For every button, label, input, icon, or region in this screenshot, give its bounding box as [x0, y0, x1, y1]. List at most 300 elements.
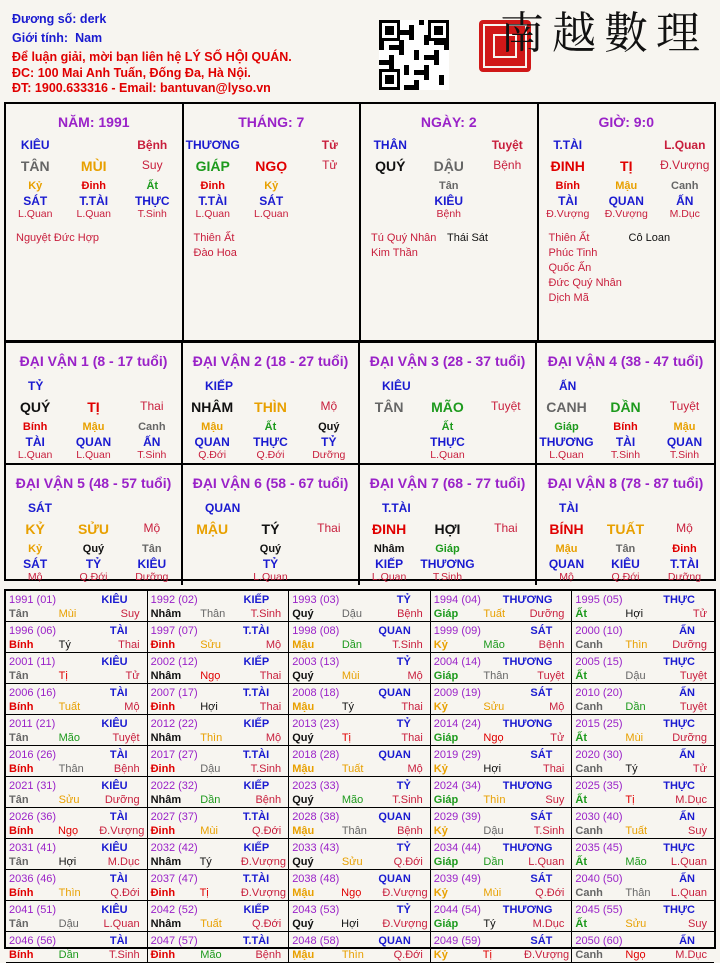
hidden-god: [478, 194, 536, 208]
year-stem: Kỷ: [433, 639, 448, 651]
year-branch: Dậu: [200, 763, 221, 775]
star-item: Quốc Ấn: [548, 262, 592, 274]
year-state: Mộ: [265, 732, 282, 744]
year-god: KIẾP: [243, 718, 270, 730]
dai-van-state: Tuyệt: [491, 399, 521, 413]
year-god: QUAN: [378, 873, 411, 885]
dai-van-cell[interactable]: [6, 465, 183, 585]
year-state: Mộ: [407, 763, 423, 775]
year-state: L.Quan: [528, 856, 565, 868]
year-cell[interactable]: [6, 808, 148, 839]
hidden-stem: Giáp: [554, 421, 579, 433]
year-label: 1995 (05): [575, 594, 623, 606]
year-state: L.Quan: [670, 856, 707, 868]
year-god: THỰC: [663, 904, 695, 916]
year-cell[interactable]: [6, 932, 148, 963]
year-cell[interactable]: [572, 777, 714, 808]
year-god: KIẾP: [243, 656, 270, 668]
year-cell[interactable]: [431, 777, 573, 808]
year-stem: Giáp: [433, 670, 459, 682]
hidden-god: KIÊU: [137, 557, 167, 571]
year-cell[interactable]: [6, 839, 148, 870]
hidden-state: Mộ: [559, 571, 574, 583]
hidden-state: [478, 208, 536, 222]
year-cell[interactable]: [572, 839, 714, 870]
year-cell[interactable]: [148, 591, 290, 622]
year-cell[interactable]: [289, 746, 431, 777]
dai-van-cell[interactable]: [6, 343, 183, 465]
hidden-god: THỰC: [134, 194, 170, 208]
year-cell[interactable]: [289, 901, 431, 932]
hidden-state: L.Quan: [195, 208, 230, 220]
year-state: Thai: [542, 763, 565, 775]
year-god: SÁT: [530, 873, 553, 885]
branch: NGỌ: [255, 158, 288, 174]
year-cell[interactable]: [572, 870, 714, 901]
hidden-god: TÀI: [558, 194, 578, 208]
year-stem: Quý: [292, 608, 314, 620]
year-cell[interactable]: [431, 839, 573, 870]
year-state: Tử: [692, 608, 707, 620]
year-state: Đ.Vượng: [240, 887, 286, 899]
year-cell[interactable]: [431, 684, 573, 715]
year-god: THƯƠNG: [502, 780, 553, 792]
dai-van-branch: THÌN: [254, 399, 287, 415]
year-cell[interactable]: [6, 591, 148, 622]
year-state: Đ.Vượng: [240, 856, 286, 868]
blank: [420, 138, 478, 158]
year-label: 2004 (14): [433, 656, 481, 668]
year-state: Thai: [259, 701, 282, 713]
year-label: 2040 (50): [575, 873, 623, 885]
year-cell[interactable]: [148, 932, 290, 963]
dai-van-cell[interactable]: [360, 465, 537, 585]
year-state: T.Sinh: [109, 949, 140, 961]
year-label: 1991 (01): [9, 594, 57, 606]
year-god: SÁT: [530, 625, 553, 637]
year-god: ẤN: [679, 625, 695, 637]
dai-van-god: QUAN: [205, 501, 241, 515]
year-god: TỶ: [396, 780, 411, 792]
year-label: 2006 (16): [9, 687, 57, 699]
year-cell[interactable]: [148, 715, 290, 746]
year-label: 2012 (22): [150, 718, 198, 730]
hidden-god: TÀI: [615, 435, 636, 449]
year-label: 2010 (20): [575, 687, 623, 699]
star-list: [361, 232, 537, 259]
year-god: TỶ: [396, 656, 411, 668]
year-god: T.TÀI: [242, 749, 270, 761]
year-state: Tuyệt: [679, 670, 707, 682]
dai-van-title: ĐẠI VẬN 4 (38 - 47 tuổi): [547, 353, 704, 369]
heaven-god: THÂN: [373, 138, 407, 152]
hidden-stem: Mậu: [82, 421, 105, 433]
state: Suy: [141, 158, 163, 172]
year-cell[interactable]: [289, 715, 431, 746]
dai-van-stem: NHÂM: [191, 399, 234, 415]
year-branch: Mão: [625, 856, 647, 868]
year-cell[interactable]: [572, 901, 714, 932]
year-cell[interactable]: [431, 591, 573, 622]
year-branch: Dần: [625, 701, 646, 713]
hidden-state: [360, 449, 418, 463]
year-god: SÁT: [530, 687, 553, 699]
year-state: Tuyệt: [537, 670, 565, 682]
year-cell[interactable]: [148, 777, 290, 808]
pillar-title: GIỜ: 9:0: [598, 114, 654, 130]
year-stem: Kỷ: [433, 763, 448, 775]
year-branch: Hợi: [200, 701, 218, 713]
hidden-stem: Ất: [441, 421, 454, 433]
year-state: T.Sinh: [250, 763, 282, 775]
hidden-god: [183, 557, 241, 571]
hidden-god: QUAN: [194, 435, 230, 449]
hidden-state: Đ.Vượng: [546, 208, 590, 220]
year-god: SÁT: [530, 749, 553, 761]
year-state: Thai: [401, 701, 423, 713]
star-item: Dịch Mã: [548, 292, 589, 304]
year-cell[interactable]: [572, 622, 714, 653]
year-cell[interactable]: [6, 684, 148, 715]
year-stem: Mậu: [292, 639, 315, 651]
year-label: 2005 (15): [575, 656, 623, 668]
year-label: 1996 (06): [9, 625, 57, 637]
year-label: 2027 (37): [150, 811, 198, 823]
year-state: Đ.Vượng: [382, 887, 428, 899]
pillar-column: [539, 104, 715, 340]
year-label: 2044 (54): [433, 904, 481, 916]
hidden-state: L.Quan: [253, 571, 288, 583]
year-stem: Đinh: [150, 949, 176, 961]
year-branch: Sửu: [341, 856, 363, 868]
dai-van-god: T.TÀI: [382, 501, 411, 515]
year-state: M.Dục: [532, 918, 565, 930]
year-label: 2001 (11): [9, 656, 56, 668]
pillar-title: NGÀY: 2: [420, 114, 477, 130]
year-branch: Hợi: [483, 763, 502, 775]
star-item: Kim Thần: [371, 247, 418, 259]
hidden-state: L.Quan: [18, 208, 53, 220]
year-stem: Ất: [575, 794, 587, 806]
year-branch: Thìn: [200, 732, 223, 744]
year-label: 2015 (25): [575, 718, 623, 730]
year-branch: Dậu: [625, 670, 646, 682]
year-branch: Tị: [199, 887, 209, 899]
hidden-stem: [360, 421, 418, 435]
hidden-stem: Nhâm: [373, 543, 405, 555]
dai-van-cell[interactable]: [360, 343, 537, 465]
year-god: KIẾP: [243, 904, 270, 916]
owner-name: Đương số: derk: [12, 12, 107, 26]
year-label: 2007 (17): [150, 687, 198, 699]
year-branch: Mùi: [341, 670, 360, 682]
year-cell[interactable]: [431, 715, 573, 746]
year-cell[interactable]: [572, 932, 714, 963]
dai-van-title: ĐẠI VẬN 5 (48 - 57 tuổi): [15, 475, 172, 491]
year-label: 2042 (52): [150, 904, 198, 916]
hidden-state: T.Sinh: [610, 449, 641, 461]
year-label: 2009 (19): [433, 687, 481, 699]
hidden-god: THỰC: [430, 435, 465, 449]
year-branch: Tý: [625, 763, 638, 775]
year-cell[interactable]: [572, 684, 714, 715]
hidden-stem: [478, 180, 536, 194]
year-god: THỰC: [663, 718, 695, 730]
year-state: Tử: [125, 670, 140, 682]
year-cell[interactable]: [6, 870, 148, 901]
year-branch: Tuất: [200, 918, 222, 930]
year-cell[interactable]: [148, 870, 290, 901]
year-cell[interactable]: [289, 932, 431, 963]
year-label: 2038 (48): [292, 873, 340, 885]
dai-van-title: ĐẠI VẬN 3 (28 - 37 tuổi): [369, 353, 526, 369]
year-cell[interactable]: [289, 622, 431, 653]
year-cell[interactable]: [572, 653, 714, 684]
dai-van-state: Mộ: [320, 399, 338, 413]
blank: [242, 138, 300, 158]
year-label: 2041 (51): [9, 904, 57, 916]
hidden-stem: Canh: [138, 421, 166, 433]
year-cell[interactable]: [431, 870, 573, 901]
year-label: 2019 (29): [433, 749, 481, 761]
qr-code-icon[interactable]: [379, 20, 449, 90]
year-cell[interactable]: [148, 622, 290, 653]
star-list: [184, 232, 360, 259]
year-cell[interactable]: [289, 777, 431, 808]
year-label: 1999 (09): [433, 625, 481, 637]
star-item: Đào Hoa: [193, 247, 237, 259]
year-branch: Tuất: [341, 763, 364, 775]
year-branch: Hợi: [58, 856, 77, 868]
year-stem: Tân: [9, 608, 29, 620]
year-god: T.TÀI: [242, 687, 270, 699]
year-cell[interactable]: [6, 777, 148, 808]
year-state: Thai: [401, 732, 423, 744]
year-cell[interactable]: [6, 715, 148, 746]
year-state: Tuyệt: [112, 732, 140, 744]
dai-van-god: TÀI: [559, 501, 579, 515]
year-cell[interactable]: [6, 746, 148, 777]
year-state: Suy: [688, 918, 707, 930]
pillar-column: [6, 104, 184, 340]
logo: 南越數理: [500, 8, 708, 59]
year-stem: Bính: [9, 763, 34, 775]
year-cell[interactable]: [289, 653, 431, 684]
year-cell[interactable]: [289, 808, 431, 839]
top-state: L.Quan: [664, 138, 706, 152]
year-cell[interactable]: [572, 715, 714, 746]
year-branch: Thân: [200, 608, 226, 620]
year-label: 2039 (49): [433, 873, 481, 885]
blank: [65, 138, 123, 158]
year-branch: Thìn: [58, 887, 81, 899]
year-state: Mộ: [265, 639, 282, 651]
stem: GIÁP: [195, 158, 230, 174]
year-cell[interactable]: [289, 839, 431, 870]
year-state: Dưỡng: [672, 732, 707, 744]
year-branch: Sửu: [625, 918, 647, 930]
year-label: 2020 (30): [575, 749, 623, 761]
hidden-god: TÀI: [25, 435, 45, 449]
year-god: THỰC: [663, 780, 695, 792]
hidden-god: TỶ: [321, 435, 337, 449]
hidden-god: QUAN: [75, 435, 112, 449]
year-branch: Ngọ: [483, 732, 504, 744]
contact-line: Để luận giải, mời bạn liên hệ LÝ SỐ HỘI QUÁN.: [12, 50, 292, 64]
hidden-stem: Mậu: [615, 180, 638, 192]
year-branch: Dần: [483, 856, 504, 868]
hidden-stem: Bính: [22, 421, 48, 433]
year-stem: Tân: [9, 670, 29, 682]
hidden-state: [477, 571, 535, 585]
hidden-stem: Bính: [555, 180, 580, 192]
hidden-state: Q.Đới: [79, 571, 108, 583]
dai-van-stem: ĐINH: [372, 521, 407, 537]
year-stem: Kỷ: [433, 949, 448, 961]
year-god: ẤN: [679, 811, 695, 823]
year-cell[interactable]: [6, 653, 148, 684]
dai-van-cell[interactable]: [537, 465, 714, 585]
year-state: Đ.Vượng: [382, 918, 428, 930]
year-label: 1992 (02): [150, 594, 198, 606]
year-god: QUAN: [378, 811, 411, 823]
year-stem: Nhâm: [150, 732, 182, 744]
year-cell[interactable]: [289, 870, 431, 901]
year-cell[interactable]: [431, 653, 573, 684]
year-stem: Ất: [575, 918, 587, 930]
year-state: Tử: [550, 732, 565, 744]
year-god: KIÊU: [101, 594, 128, 606]
year-cell[interactable]: [289, 591, 431, 622]
dai-van-state: Mộ: [143, 521, 161, 535]
year-god: TÀI: [109, 687, 128, 699]
dai-van-title: ĐẠI VẬN 6 (58 - 67 tuổi): [192, 475, 349, 491]
hidden-stem: Kỷ: [28, 543, 43, 555]
star-list: [6, 232, 182, 247]
year-label: 2016 (26): [9, 749, 57, 761]
year-branch: Tuất: [58, 701, 81, 713]
year-stem: Giáp: [433, 794, 459, 806]
hidden-stem: Ất: [264, 421, 277, 433]
year-branch: Dần: [200, 794, 221, 806]
year-cell[interactable]: [6, 622, 148, 653]
year-label: 2008 (18): [292, 687, 340, 699]
hidden-stem: Kỷ: [264, 180, 279, 192]
year-cell[interactable]: [431, 808, 573, 839]
hidden-stem: [300, 543, 358, 557]
dai-van-stem: TÂN: [374, 399, 404, 415]
year-cell[interactable]: [6, 901, 148, 932]
state: Bệnh: [493, 158, 522, 172]
dai-van-stem: CANH: [546, 399, 587, 415]
year-cell[interactable]: [431, 932, 573, 963]
year-cell[interactable]: [289, 684, 431, 715]
hidden-state: L.Quan: [76, 208, 111, 220]
year-cell[interactable]: [431, 622, 573, 653]
year-label: 2036 (46): [9, 873, 57, 885]
year-state: T.Sinh: [533, 825, 565, 837]
year-state: Dưỡng: [104, 794, 140, 806]
year-label: 2002 (12): [150, 656, 198, 668]
year-state: Q.Đới: [251, 825, 282, 837]
hidden-god: [477, 557, 535, 571]
year-cell[interactable]: [431, 746, 573, 777]
dai-van-cell[interactable]: [183, 465, 360, 585]
year-state: Bệnh: [538, 639, 565, 651]
year-branch: Thân: [58, 763, 84, 775]
dai-van-cell[interactable]: [537, 343, 714, 465]
state: Đ.Vượng: [660, 158, 710, 172]
year-god: QUAN: [378, 625, 411, 637]
year-cell[interactable]: [148, 839, 290, 870]
hidden-state: L.Quan: [254, 208, 289, 220]
year-god: T.TÀI: [242, 873, 270, 885]
year-cell[interactable]: [148, 684, 290, 715]
year-cell[interactable]: [572, 746, 714, 777]
year-label: 2047 (57): [150, 935, 198, 947]
hidden-stem: Đinh: [672, 543, 697, 555]
year-branch: Thìn: [625, 639, 648, 651]
year-branch: Tuất: [625, 825, 648, 837]
year-god: TÀI: [109, 625, 128, 637]
year-branch: Sửu: [200, 639, 222, 651]
year-cell[interactable]: [148, 746, 290, 777]
year-state: Suy: [545, 794, 565, 806]
hidden-state: Dưỡng: [135, 571, 169, 583]
hidden-god: SÁT: [23, 557, 48, 571]
year-branch: Tuất: [483, 608, 506, 620]
hidden-god: QUAN: [548, 557, 585, 571]
year-branch: Mùi: [200, 825, 218, 837]
year-cell[interactable]: [148, 653, 290, 684]
hidden-god: KIÊU: [434, 194, 464, 208]
year-stem: Canh: [575, 887, 603, 899]
year-cell[interactable]: [148, 901, 290, 932]
dai-van-stem: MẬU: [196, 521, 229, 537]
hidden-state: M.Dục: [669, 208, 700, 220]
year-god: TÀI: [109, 749, 128, 761]
year-cell[interactable]: [572, 591, 714, 622]
year-cell[interactable]: [431, 901, 573, 932]
hidden-stem: Đinh: [81, 180, 106, 192]
hidden-god: QUAN: [608, 194, 644, 208]
year-stem: Nhâm: [150, 608, 182, 620]
hidden-god: TỶ: [262, 557, 279, 571]
year-stem: Nhâm: [150, 918, 182, 930]
star-item: Thiên Ất: [193, 232, 235, 244]
year-state: Q.Đới: [393, 856, 423, 868]
year-label: 2043 (53): [292, 904, 340, 916]
year-label: 2035 (45): [575, 842, 623, 854]
year-branch: Hợi: [341, 918, 359, 930]
year-branch: Tý: [199, 856, 212, 868]
dai-van-cell[interactable]: [183, 343, 360, 465]
year-state: Thai: [259, 670, 282, 682]
year-cell[interactable]: [148, 808, 290, 839]
year-branch: Thân: [625, 887, 651, 899]
year-state: L.Quan: [103, 918, 140, 930]
year-god: SÁT: [530, 935, 553, 947]
hidden-state: Bệnh: [436, 208, 462, 220]
year-god: QUAN: [378, 935, 411, 947]
year-stem: Canh: [575, 825, 603, 837]
year-label: 2046 (56): [9, 935, 57, 947]
year-branch: Mão: [341, 794, 364, 806]
year-cell[interactable]: [572, 808, 714, 839]
hidden-state: Dưỡng: [312, 449, 346, 461]
stem: QUÝ: [375, 158, 406, 174]
year-branch: Mão: [200, 949, 222, 961]
